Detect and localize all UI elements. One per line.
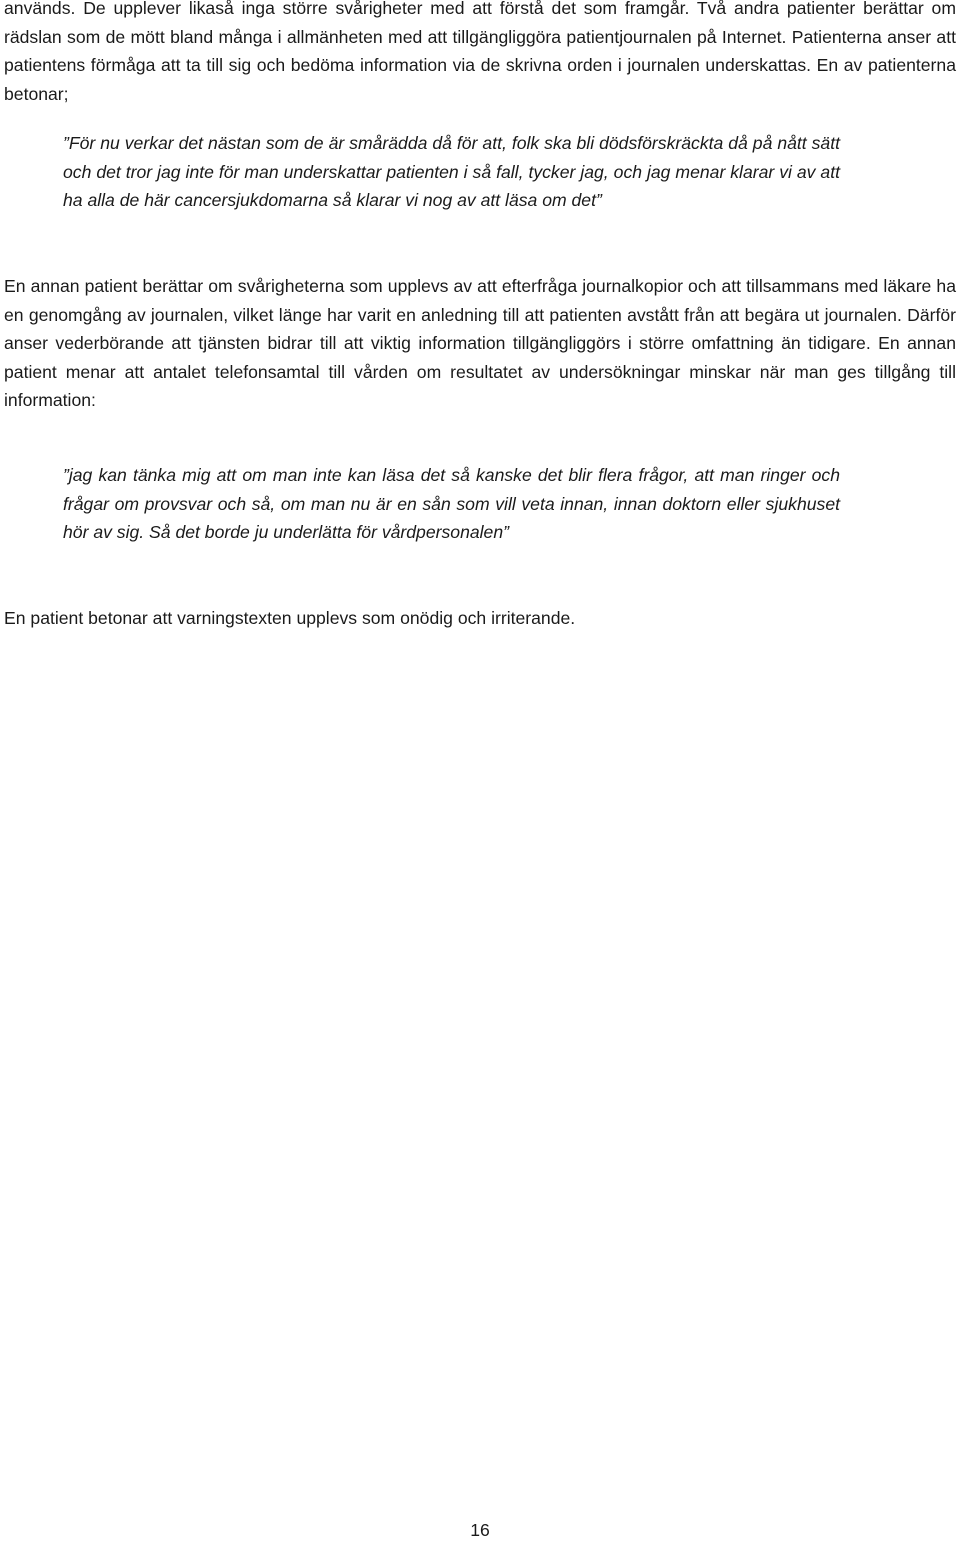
body-paragraph-1: används. De upplever likaså inga större svårigheter med att förstå det som framgår. Två andra patienter berättar om rädslan som de mött bland många i allmänheten med att tillgängliggöra patientjournalen på Internet. Patienterna anser att patientens förmåga att ta till sig och bedöma information via de skrivna orden i journalen underskattas. En av patienterna betonar; [4,0,956,104]
interview-quote-1: ”För nu verkar det nästan som de är smårädda då för att, folk ska bli dödsförskräckta då på nått sätt och det tror jag inte för man underskattar patienten i så fall, tycker jag, och jag menar klarar vi av att ha alla de här cancersjukdomarna så klarar vi nog av att läsa om det” [63,133,840,211]
interview-quote-2: ”jag kan tänka mig att om man inte kan läsa det så kanske det blir flera frågor, att man ringer och frågar om provsvar och så, om man nu är en sån som vill veta innan, innan doktorn eller sjukhuset hör av sig. Så det borde ju underlätta för vårdpersonalen” [63,465,840,543]
page-number: 16 [470,1520,490,1540]
body-paragraph-3: En patient betonar att varningstexten upplevs som onödig och irriterande. [4,608,576,628]
body-paragraph-2: En annan patient berättar om svårigheterna som upplevs av att efterfråga journalkopior och att tillsammans med läkare ha en genomgång av journalen, vilket länge har varit en anledning till att patienten avstått från att begära ut journalen. Därför anser vederbörande att tjänsten bidrar till att viktig information tillgängliggörs i större omfattning än tidigare. En annan patient menar att antalet telefonsamtal till vården om resultatet av undersökningar minskar när man ges tillgång till information: [4,276,956,411]
